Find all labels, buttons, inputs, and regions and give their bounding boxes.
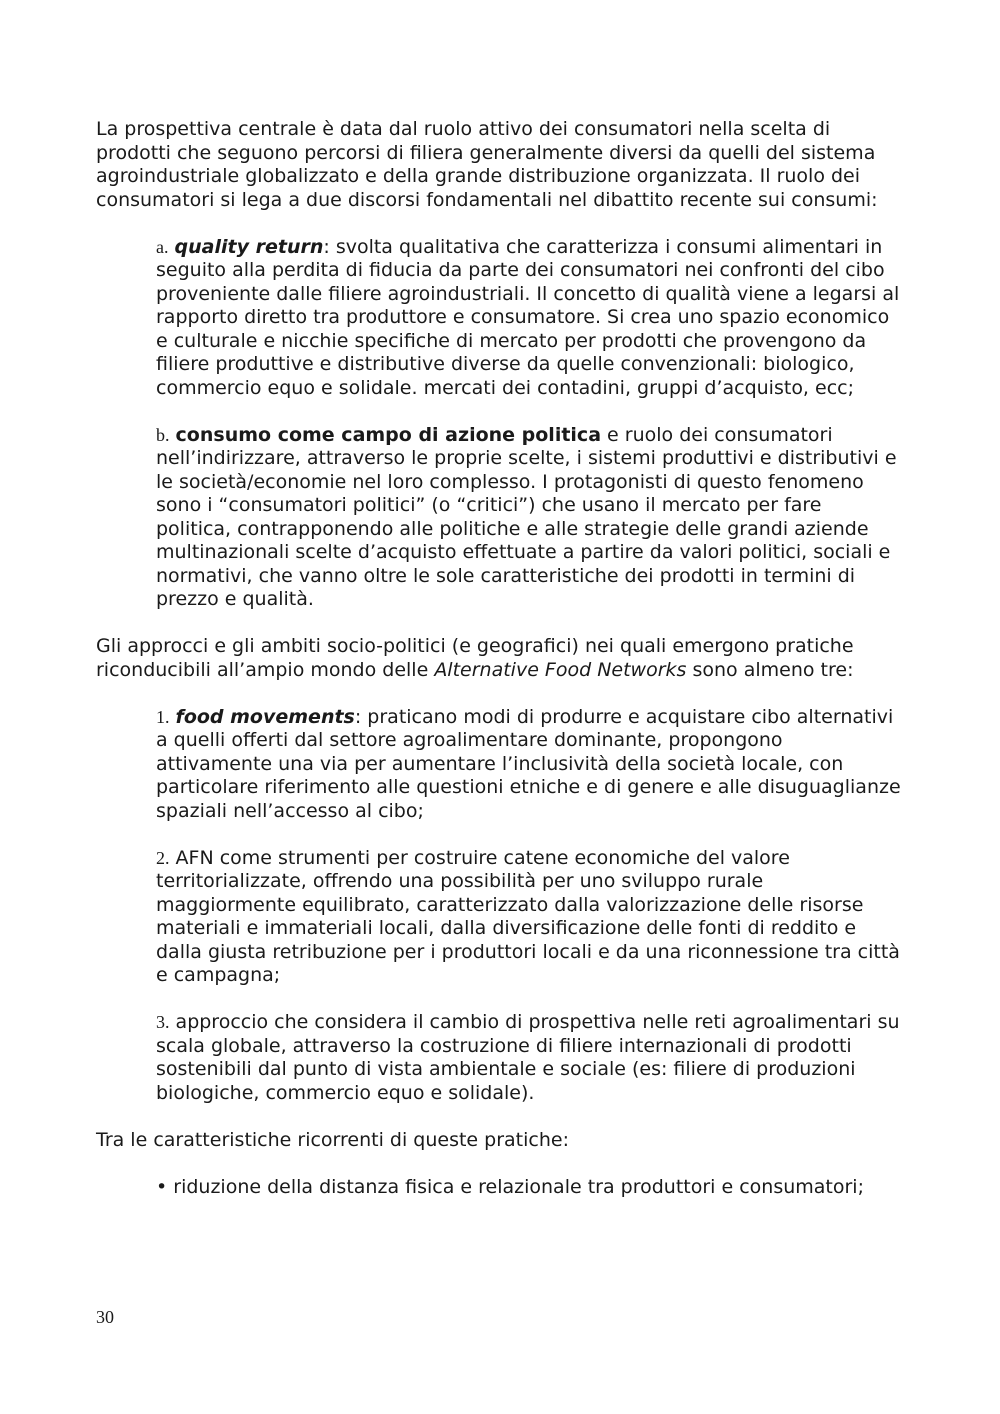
item-term: quality return — [174, 235, 324, 258]
approach-item-2 — [156, 847, 902, 988]
page-body — [96, 118, 902, 1199]
bullet-text: riduzione della distanza fisica e relazionale tra produttori e consumatori; — [173, 1175, 864, 1198]
item-text: : praticano modi di produrre e acquistare cibo alternativi a quelli offerti dal settore agroalimentare dominante, propongono attivamente una via per aumentare l’inclusività della società locale, con particolare riferimento alle questioni etniche e di genere e alle disuguaglianze spaziali nell’accesso al cibo; — [156, 705, 901, 822]
item-term: food movements — [175, 705, 355, 728]
characteristics-intro-paragraph: Tra le caratteristiche ricorrenti di queste pratiche: — [96, 1128, 569, 1151]
bullet-item — [96, 1176, 902, 1200]
item-text: e ruolo dei consumatori nell’indirizzare, attraverso le proprie scelte, i sistemi produttivi e distributivi e le società/economie nel loro complesso. I protagonisti di questo fenomeno sono i “consumatori politici” (o “critici”) che usano il mercato per fare politica, contrapponendo alle politiche e alle strategie delle grandi aziende multinazionali scelte d’acquisto effettuate a partire da valori politici, sociali e normativi, che vanno oltre le sole caratteristiche dei prodotti in termini di prezzo e qualità. — [156, 423, 897, 610]
approaches-intro-paragraph — [96, 635, 902, 682]
item-text: : svolta qualitativa che caratterizza i consumi alimentari in seguito alla perdita di fiducia da parte dei consumatori nei confronti del cibo proveniente dalle filiere agroindustriali. Il concetto di qualità viene a legarsi al rapporto diretto tra produttore e consumatore. Si crea uno spazio economico e culturale e nicchie specifiche di mercato per prodotti che provengono da filiere produttive e distributive diverse da quelle convenzionali: biologico, commercio equo e solidale. mercati dei contadini, gruppi d’acquisto, ecc; — [156, 235, 900, 399]
list-marker: b. — [156, 424, 170, 445]
item-text: AFN come strumenti per costruire catene economiche del valore territorializzate, offrendo una possibilità per uno sviluppo rurale maggiormente equilibrato, caratterizzato dalla valorizzazione delle risorse materiali e immateriali locali, dalla diversificazione delle fonti di reddito e dalla giusta retribuzione per i produttori locali e da una riconnessione tra città e campagna; — [156, 846, 900, 986]
item-term: consumo come campo di azione politica — [175, 423, 602, 446]
bullet-icon: • — [156, 1175, 168, 1198]
discourse-item-b — [156, 424, 902, 612]
approach-item-1 — [156, 706, 902, 824]
approaches-intro-before: Gli approcci e gli ambiti socio-politici (e geografici) nei quali emergono pratiche riconducibili all’ampio mondo delle — [96, 635, 854, 681]
discourse-item-a — [156, 236, 902, 401]
list-marker: 2. — [156, 847, 170, 868]
approaches-intro-italic: Alternative Food Networks — [434, 658, 687, 681]
list-marker: a. — [156, 236, 169, 257]
page-number: 30 — [96, 1307, 114, 1327]
item-text: approccio che considera il cambio di prospettiva nelle reti agroalimentari su scala globale, attraverso la costruzione di filiere internazionali di prodotti sostenibili dal punto di vista ambientale e sociale (es: filiere di produzioni biologiche, commercio equo e solidale). — [156, 1011, 900, 1104]
approaches-intro-after: sono almeno tre: — [686, 658, 854, 681]
approach-item-3 — [156, 1011, 902, 1105]
list-marker: 3. — [156, 1012, 170, 1032]
list-marker: 1. — [156, 706, 170, 727]
intro-paragraph: La prospettiva centrale è data dal ruolo attivo dei consumatori nella scelta di prodotti che seguono percorsi di filiera generalmente diversi da quelli del sistema agroindustriale globalizzato e della grande distribuzione organizzata. Il ruolo dei consumatori si lega a due discorsi fondamentali nel dibattito recente sui consumi: — [96, 118, 878, 211]
